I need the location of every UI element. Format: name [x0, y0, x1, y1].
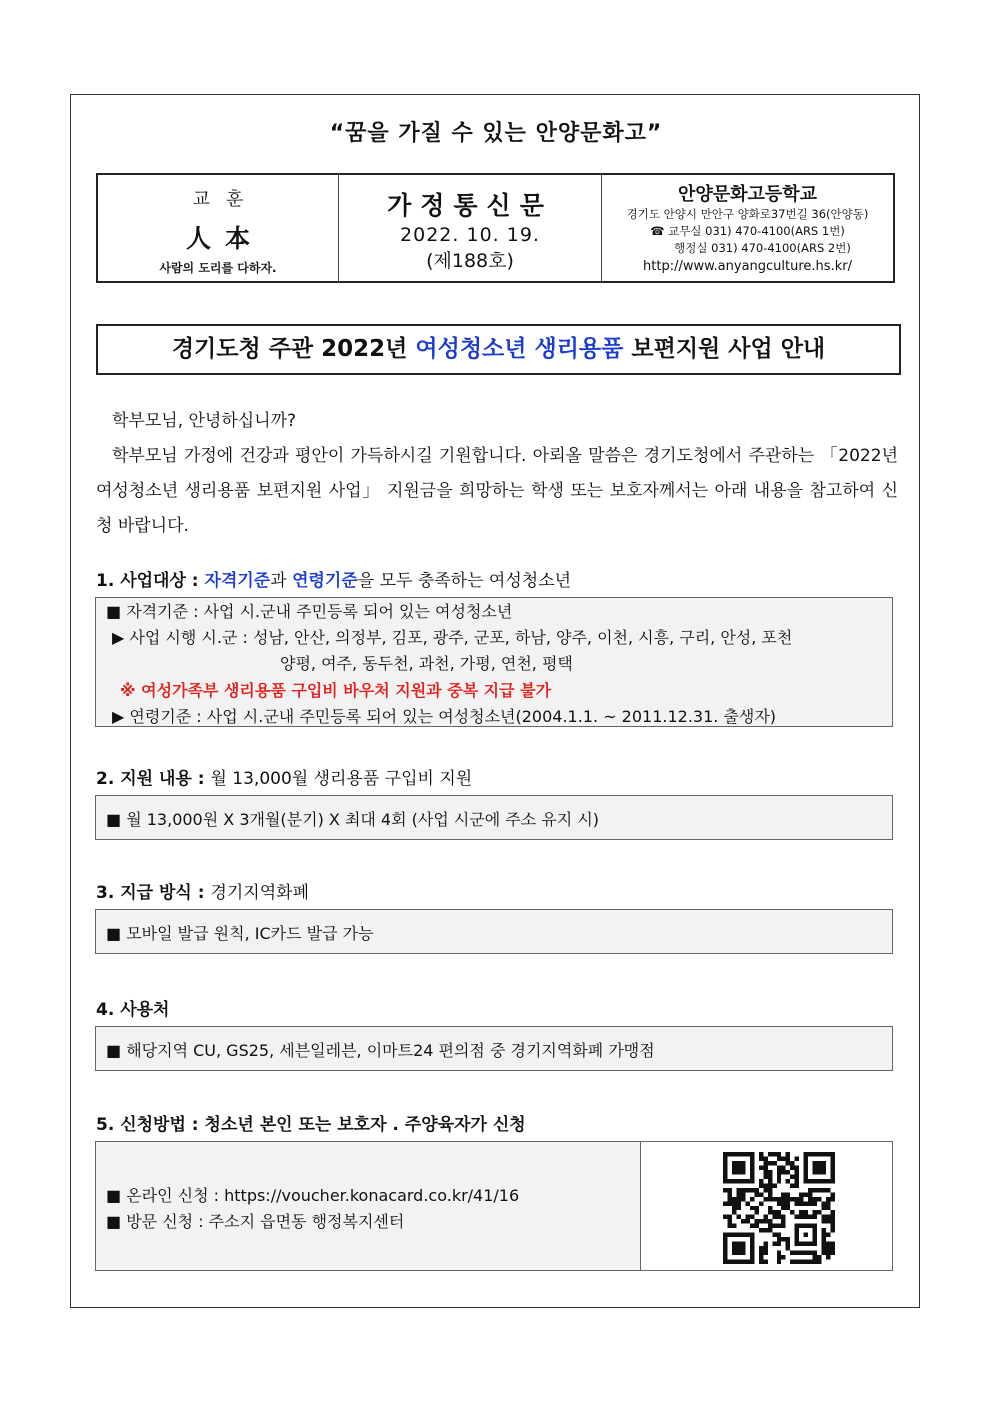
intro-body: 학부모님 가정에 건강과 평안이 가득하시길 기원합니다. 아뢰올 말씀은 경기도청에서 주관하는 「2022년 여성청소년 생리용품 보편지원 사업」 지원금을 희망하는 학생 또는 보호자께서는 아래 내용을 참고하여 신청 바랍니다. — [96, 446, 898, 536]
cities-line-2: 양평, 여주, 동두천, 과천, 가평, 연천, 평택 — [280, 654, 573, 673]
section-3-heading — [96, 878, 309, 903]
section-1-connector: 과 — [270, 571, 293, 591]
section-3-box — [95, 909, 893, 954]
section-5-heading: 5. 신청방법 : 청소년 본인 또는 보호자 . 주양육자가 신청 — [96, 1115, 526, 1135]
gyohun-value: 人本 — [185, 224, 264, 253]
newsletter-issue: (제188호) — [426, 250, 514, 272]
newsletter-header — [96, 173, 895, 283]
section-2-label: 2. 지원 내용 : — [96, 769, 211, 789]
cities-line-1: ▶ 사업 시행 시.군 : 성남, 안산, 의정부, 김포, 광주, 군포, 하남, 양주, 이천, 시흥, 구리, 안성, 포천 — [112, 628, 793, 647]
school-name: 안양문화고등학교 — [677, 184, 818, 205]
section-5-box — [95, 1141, 893, 1271]
gyohun-desc: 사람의 도리를 다하자. — [159, 261, 277, 275]
section-1-heading — [96, 566, 571, 591]
section-2-heading — [96, 764, 472, 789]
school-motto: “꿈을 가질 수 있는 안양문화고” — [329, 121, 663, 146]
gyohun-cell — [98, 175, 339, 281]
section-4-heading: 4. 사용처 — [96, 1000, 170, 1020]
newsletter-title-cell — [339, 175, 602, 281]
qualification-line: ■ 자격기준 : 사업 시.군내 주민등록 되어 있는 여성청소년 — [106, 602, 513, 621]
section-3-label: 3. 지급 방식 : — [96, 883, 211, 903]
age-line: ▶ 연령기준 : 사업 시.군내 주민등록 되어 있는 여성청소년(2004.1.1. ~ 2011.12.31. 출생자) — [112, 707, 777, 726]
gyohun-label: 교훈 — [192, 189, 260, 210]
section-1-qualification-keyword: 자격기준 — [204, 571, 271, 591]
online-apply-line[interactable]: ■ 온라인 신청 : https://voucher.konacard.co.kr/41/16 — [106, 1186, 520, 1205]
section-1-label: 1. 사업대상 : — [96, 571, 205, 591]
intro-greeting: 학부모님, 안녕하십니까? — [112, 411, 297, 431]
qr-code-icon[interactable] — [723, 1152, 835, 1264]
apply-methods — [96, 1142, 641, 1270]
school-phone-admin: 행정실 031) 470-4100(ARS 2번) — [674, 241, 851, 255]
section-3-rest: 경기지역화폐 — [210, 883, 309, 903]
payment-method-line: ■ 모바일 발급 원칙, IC카드 발급 가능 — [106, 924, 374, 943]
newsletter-title: 가정통신문 — [387, 191, 553, 220]
school-address: 경기도 안양시 만안구 양화로37번길 36(안양동) — [626, 207, 869, 221]
section-1-age-keyword: 연령기준 — [292, 571, 358, 591]
school-info-cell — [602, 175, 893, 281]
notice-title-part1: 경기도청 주관 2022년 — [171, 336, 416, 362]
section-2-rest: 월 13,000월 생리용품 구입비 지원 — [210, 769, 473, 789]
section-1-rest: 을 모두 충족하는 여성청소년 — [357, 571, 572, 591]
qr-cell — [641, 1142, 892, 1270]
duplicate-warning: ※ 여성가족부 생리용품 구입비 바우처 지원과 중복 지급 불가 — [120, 681, 552, 700]
section-1-box — [95, 597, 893, 727]
school-url[interactable]: http://www.anyangculture.hs.kr/ — [643, 259, 852, 274]
support-amount-line: ■ 월 13,000원 X 3개월(분기) X 최대 4회 (사업 시군에 주소 유지 시) — [106, 810, 600, 829]
section-2-box — [95, 795, 893, 840]
school-phone-office: ☎ 교무실 031) 470-4100(ARS 1번) — [650, 224, 845, 238]
newsletter-date: 2022. 10. 19. — [400, 224, 540, 246]
section-4-box — [95, 1026, 893, 1071]
notice-title-part2: 보편지원 사업 안내 — [623, 336, 826, 362]
notice-title — [96, 324, 901, 375]
usage-place-line: ■ 해당지역 CU, GS25, 세븐일레븐, 이마트24 편의점 중 경기지역화폐 가맹점 — [106, 1041, 655, 1060]
notice-title-highlight: 여성청소년 생리용품 — [415, 336, 624, 362]
intro-text — [96, 404, 898, 544]
visit-apply-line: ■ 방문 신청 : 주소지 읍면동 행정복지센터 — [106, 1212, 405, 1231]
